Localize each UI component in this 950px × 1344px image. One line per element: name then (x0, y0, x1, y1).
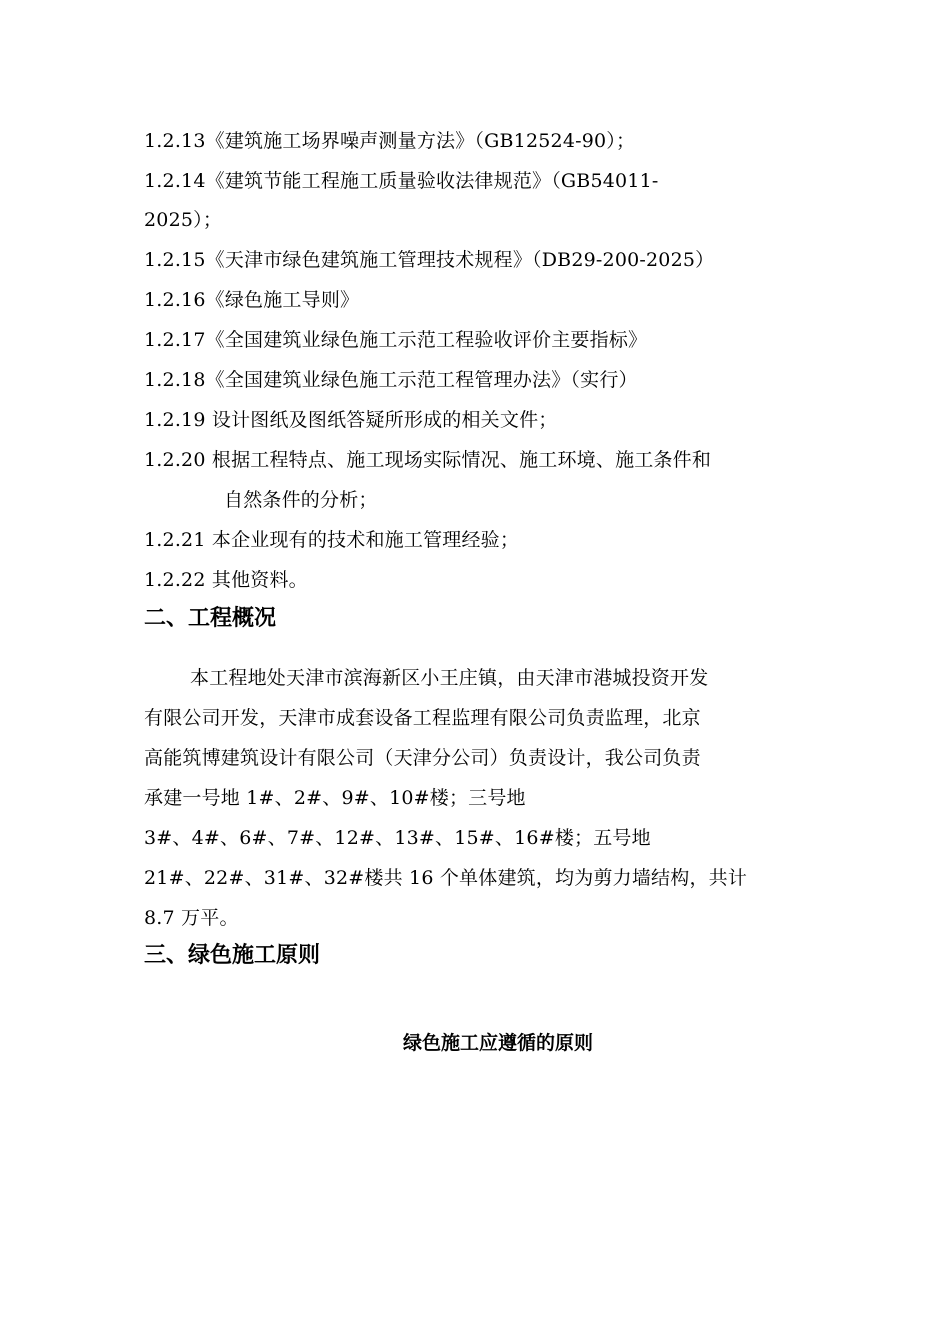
paragraph-line: 承建一号地 1#、2#、9#、10#楼；三号地 (144, 787, 526, 809)
section-heading-green-principles: 三、绿色施工原则 (144, 943, 321, 968)
list-item: 1.2.19 设计图纸及图纸答疑所形成的相关文件； (144, 409, 558, 431)
list-item: 1.2.17《全国建筑业绿色施工示范工程验收评价主要指标》 (144, 329, 648, 351)
list-item: 1.2.18《全国建筑业绿色施工示范工程管理办法》（实行） (144, 369, 638, 391)
principles-title: 绿色施工应遵循的原则 (402, 1032, 593, 1054)
list-item: 1.2.13《建筑施工场界噪声测量方法》（GB12524-90）； (144, 130, 636, 152)
list-item: 1.2.15《天津市绿色建筑施工管理技术规程》（DB29-200-2025） (144, 249, 715, 271)
paragraph-line: 高能筑博建筑设计有限公司（天津分公司）负责设计，我公司负责 (144, 747, 701, 769)
list-item: 1.2.20 根据工程特点、施工现场实际情况、施工环境、施工条件和 (144, 449, 712, 471)
paragraph-line: 8.7 万平。 (144, 907, 239, 929)
paragraph-line: 3#、4#、6#、7#、12#、13#、15#、16#楼；五号地 (144, 827, 651, 849)
list-item: 1.2.21 本企业现有的技术和施工管理经验； (144, 529, 520, 551)
paragraph-line: 本工程地处天津市滨海新区小王庄镇，由天津市港城投资开发 (190, 667, 709, 689)
list-item-continuation: 2025）； (144, 209, 223, 231)
paragraph-line: 有限公司开发，天津市成套设备工程监理有限公司负责监理，北京 (144, 707, 701, 729)
list-item: 1.2.16《绿色施工导则》 (144, 289, 360, 311)
list-item-continuation: 自然条件的分析； (224, 489, 378, 511)
list-item: 1.2.22 其他资料。 (144, 569, 308, 591)
paragraph-line: 21#、22#、31#、32#楼共 16 个单体建筑，均为剪力墙结构，共计 (144, 867, 748, 889)
section-heading-project-overview: 二、工程概况 (144, 606, 277, 631)
list-item: 1.2.14《建筑节能工程施工质量验收法律规范》（GB54011- (144, 170, 659, 192)
